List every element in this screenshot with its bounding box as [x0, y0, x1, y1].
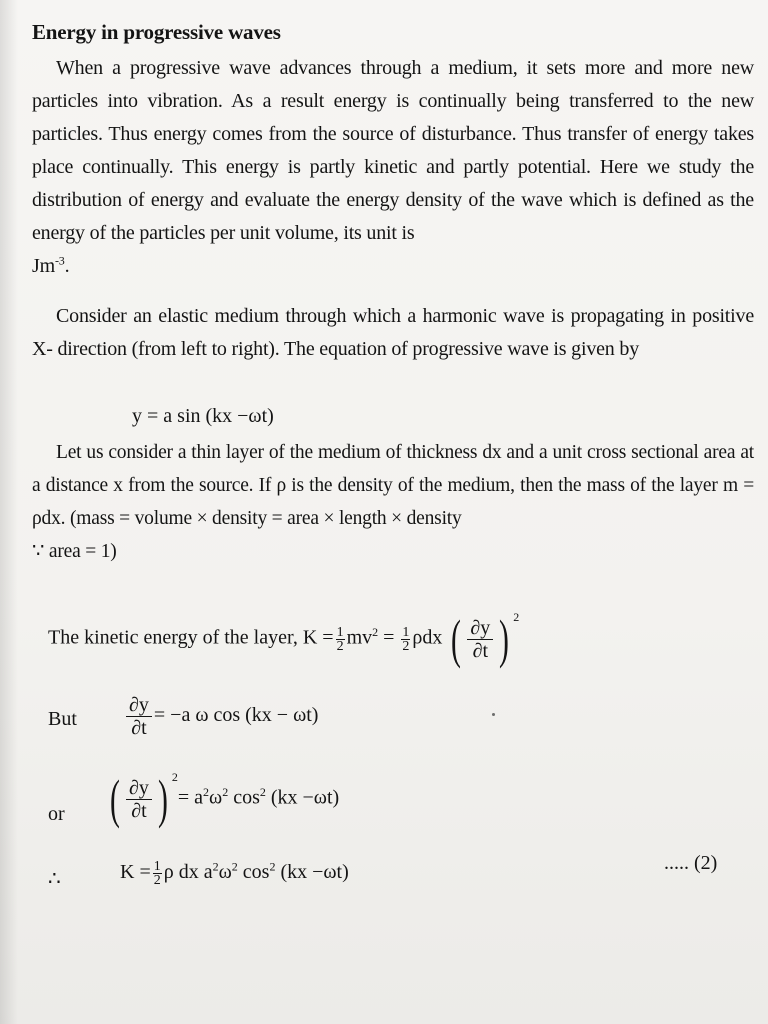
paragraph-layer [32, 436, 754, 568]
speck [492, 713, 495, 716]
unit-text: Jm [32, 255, 55, 277]
unit-exponent: -3 [54, 253, 65, 268]
cos-square: 2 [259, 784, 266, 799]
k-final-cos: cos [237, 861, 270, 884]
dydt-fraction: $\frac{\partial y}{\partial t}$ [126, 694, 152, 739]
ke-mass-velocity: mv [346, 626, 373, 649]
left-paren: ( [110, 769, 120, 829]
dydt-fraction: $\frac{\partial y}{\partial t}$ [467, 617, 493, 662]
page-edge-shadow [0, 0, 18, 1024]
k-final-omega: ω [218, 861, 232, 884]
ke-intro: The kinetic energy of the layer, [48, 626, 298, 649]
kinetic-energy-final [120, 860, 349, 887]
or-label: or [48, 803, 65, 825]
or-rhs-cos: cos [228, 786, 260, 809]
ke-lhs: K = [302, 626, 334, 649]
omega-square: 2 [231, 859, 238, 874]
unit-period: . [64, 255, 70, 277]
squared-derivative-equation [106, 769, 340, 829]
right-paren: ) [499, 609, 510, 669]
half-fraction: $\frac{1}{2}$ [402, 624, 410, 654]
half-fraction: $\frac{1}{2}$ [336, 624, 344, 654]
right-paren: ) [157, 769, 168, 829]
wave-equation: y = a sin (kx −ωt) [132, 405, 274, 427]
or-rhs-arg: (kx −ωt) [265, 786, 340, 809]
derivative-equation [124, 694, 318, 739]
ke-equals: = [378, 626, 400, 649]
paragraph-medium [32, 300, 754, 366]
paragraph-medium-text: Consider an elastic medium through which a harmonic wave is propagating in positive X- direction (from left to right). The equation of progressive wave is given by [32, 305, 754, 360]
dydt-squared: ( $\frac{\partial y}{\partial t}$ ) $^2$ [110, 769, 178, 829]
half-fraction: $\frac{1}{2}$ [153, 859, 161, 888]
ke-rho-dx: ρdx [412, 626, 443, 649]
k-final-arg: (kx −ωt) [275, 861, 349, 884]
dydt-fraction: $\frac{\partial y}{\partial t}$ [126, 777, 152, 822]
left-paren: ( [451, 609, 462, 669]
but-label: But [48, 708, 77, 730]
ke-square: 2 [372, 624, 379, 639]
or-rhs-a: = a [177, 786, 204, 809]
derivative-rhs: = −a ω cos (kx − ωt) [153, 704, 319, 727]
paragraph-intro [32, 52, 754, 283]
section-heading: Energy in progressive waves [32, 20, 281, 44]
a-square: 2 [203, 784, 210, 799]
dydt-squared: ( $\frac{\partial y}{\partial t}$ ) $^2$ [451, 609, 520, 669]
paragraph-layer-end: ∵ area = 1) [32, 541, 117, 562]
equation-number: ..... (2) [664, 852, 718, 874]
paragraph-intro-text: When a progressive wave advances through a medium, it sets more and more new particles into vibration. As a result energy is continually being transferred to the new particles. Thus energy comes from the source of disturbance. Thus transfer of energy takes place continually. This energy is partly kinetic and partly potential. Here we study the distribution of energy and evaluate the energy density of the wave which is defined as the energy of the particles per unit volume, its unit is [32, 57, 754, 244]
k-final-rho: ρ dx a [163, 861, 213, 884]
kinetic-energy-equation [48, 609, 520, 669]
k-final-lhs: K = [120, 861, 151, 884]
cos-square: 2 [269, 859, 276, 874]
or-rhs-omega: ω [209, 786, 223, 809]
omega-square: 2 [222, 784, 229, 799]
paragraph-layer-text: Let us consider a thin layer of the medium of thickness dx and a unit cross sectional area at a distance x from the source. If ρ is the density of the medium, then the mass of the layer m = ρdx. (mass = volume × density = area × length × density [32, 442, 754, 529]
therefore-symbol: ∴ [48, 868, 61, 890]
a-square: 2 [212, 859, 219, 874]
